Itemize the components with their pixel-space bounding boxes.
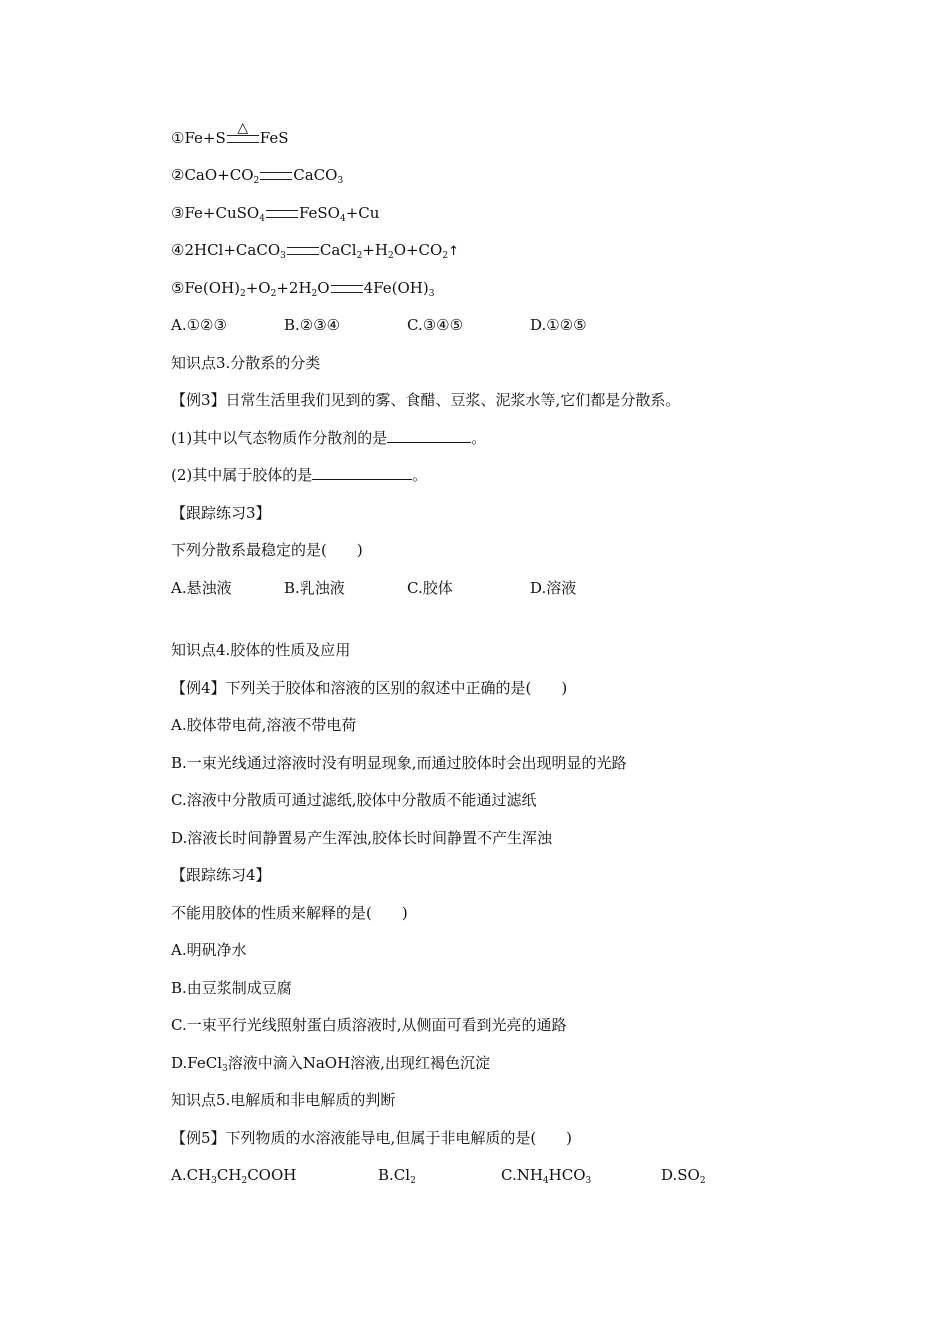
option-text: D.SO bbox=[661, 1166, 700, 1184]
reaction-4 bbox=[171, 240, 459, 260]
subscript: 3 bbox=[211, 1176, 217, 1186]
option-text: D.FeCl bbox=[171, 1054, 222, 1072]
punctuation: 。 bbox=[471, 429, 487, 447]
reactants: Fe+CuSO bbox=[184, 204, 260, 222]
reactants: CaO+CO bbox=[184, 166, 254, 184]
example-5: 【例5】下列物质的水溶液能导电,但属于非电解质的是( ) bbox=[171, 1129, 573, 1147]
reaction-number: ⑤ bbox=[171, 279, 185, 297]
option-d[interactable] bbox=[661, 1165, 706, 1185]
reactants: +2H bbox=[276, 279, 312, 297]
example-3-sub2 bbox=[171, 465, 427, 485]
option-d[interactable]: D.溶液 bbox=[530, 579, 577, 597]
subscript: 3 bbox=[222, 1064, 228, 1074]
option-c[interactable]: C.胶体 bbox=[407, 579, 453, 597]
answer-blank[interactable] bbox=[312, 465, 412, 480]
option-text: COOH bbox=[247, 1166, 297, 1184]
practice-4-option-c[interactable]: C.一束平行光线照射蛋白质溶液时,从侧面可看到光亮的通路 bbox=[171, 1016, 567, 1034]
question-text: (2)其中属于胶体的是 bbox=[171, 466, 313, 484]
practice-3-options bbox=[171, 578, 771, 598]
subscript: 2 bbox=[410, 1176, 416, 1186]
products: +Cu bbox=[345, 204, 380, 222]
reaction-number: ④ bbox=[171, 241, 185, 259]
subscript: 4 bbox=[259, 214, 265, 224]
equals-sign-heat bbox=[227, 120, 259, 143]
products: 4Fe(OH) bbox=[363, 279, 429, 297]
q2-options bbox=[171, 315, 771, 335]
subscript: 3 bbox=[280, 251, 286, 261]
gas-arrow-up-icon: ↑ bbox=[448, 244, 459, 259]
reaction-1 bbox=[171, 120, 289, 148]
subscript: 3 bbox=[585, 1176, 592, 1186]
subscript: 3 bbox=[337, 176, 344, 186]
reaction-number: ① bbox=[171, 129, 185, 147]
reactants: Fe+S bbox=[184, 129, 226, 147]
subscript: 2 bbox=[240, 289, 246, 299]
practice-4-question: 不能用胶体的性质来解释的是( ) bbox=[171, 904, 408, 922]
option-a[interactable]: A.悬浊液 bbox=[171, 579, 232, 597]
subscript: 2 bbox=[387, 251, 394, 261]
section-title-k5: 知识点5.电解质和非电解质的判断 bbox=[171, 1091, 396, 1109]
equals-sign bbox=[266, 210, 298, 218]
equals-sign bbox=[331, 285, 363, 293]
reactants: +O bbox=[245, 279, 271, 297]
equals-sign bbox=[287, 247, 319, 255]
option-a[interactable]: A.①②③ bbox=[171, 316, 227, 334]
option-d[interactable]: D.①②⑤ bbox=[530, 316, 587, 334]
reaction-3 bbox=[171, 203, 379, 223]
option-text: CH bbox=[216, 1166, 242, 1184]
option-text: 溶液中滴入NaOH溶液,出现红褐色沉淀 bbox=[227, 1054, 490, 1072]
reactants: O bbox=[317, 279, 330, 297]
products: CaCl bbox=[319, 241, 357, 259]
option-text: C.NH bbox=[501, 1166, 543, 1184]
option-text: A.CH bbox=[171, 1166, 212, 1184]
reaction-2 bbox=[171, 165, 343, 185]
section-title-k4: 知识点4.胶体的性质及应用 bbox=[171, 641, 351, 659]
question-text: (1)其中以气态物质作分散剂的是 bbox=[171, 429, 388, 447]
subscript: 2 bbox=[241, 1176, 248, 1186]
subscript: 2 bbox=[356, 251, 363, 261]
answer-blank[interactable] bbox=[387, 428, 471, 443]
option-a[interactable] bbox=[171, 1165, 296, 1185]
example-5-options bbox=[171, 1165, 791, 1185]
products: O+CO bbox=[393, 241, 443, 259]
subscript: 2 bbox=[442, 251, 449, 261]
reactants: 2HCl+CaCO bbox=[184, 241, 281, 259]
option-c[interactable] bbox=[501, 1165, 591, 1185]
practice-4-option-a[interactable]: A.明矾净水 bbox=[171, 941, 247, 959]
example-4: 【例4】下列关于胶体和溶液的区别的叙述中正确的是( ) bbox=[171, 679, 568, 697]
subscript: 2 bbox=[270, 289, 277, 299]
example-4-option-a[interactable]: A.胶体带电荷,溶液不带电荷 bbox=[171, 716, 357, 734]
practice-4-option-b[interactable]: B.由豆浆制成豆腐 bbox=[171, 979, 292, 997]
example-4-option-d[interactable]: D.溶液长时间静置易产生浑浊,胶体长时间静置不产生浑浊 bbox=[171, 829, 553, 847]
example-4-option-b[interactable]: B.一束光线通过溶液时没有明显现象,而通过胶体时会出现明显的光路 bbox=[171, 754, 627, 772]
subscript: 2 bbox=[699, 1176, 706, 1186]
option-b[interactable]: B.乳浊液 bbox=[284, 579, 345, 597]
reactants: Fe(OH) bbox=[184, 279, 240, 297]
option-b[interactable] bbox=[378, 1165, 416, 1185]
section-title-k3: 知识点3.分散系的分类 bbox=[171, 354, 321, 372]
practice-4-heading: 【跟踪练习4】 bbox=[171, 866, 271, 884]
example-3-sub1 bbox=[171, 428, 486, 448]
practice-3-heading: 【跟踪练习3】 bbox=[171, 504, 271, 522]
example-3: 【例3】日常生活里我们见到的雾、食醋、豆浆、泥浆水等,它们都是分散系。 bbox=[171, 391, 681, 409]
reaction-number: ③ bbox=[171, 204, 185, 222]
products: CaCO bbox=[293, 166, 338, 184]
practice-4-option-d[interactable] bbox=[171, 1053, 490, 1073]
products: +H bbox=[362, 241, 388, 259]
option-b[interactable]: B.②③④ bbox=[284, 316, 341, 334]
heat-triangle-icon: △ bbox=[237, 120, 249, 136]
example-4-option-c[interactable]: C.溶液中分散质可通过滤纸,胶体中分散质不能通过滤纸 bbox=[171, 791, 537, 809]
subscript: 2 bbox=[311, 289, 318, 299]
punctuation: 。 bbox=[412, 466, 428, 484]
option-text: HCO bbox=[548, 1166, 586, 1184]
products: FeSO bbox=[298, 204, 340, 222]
products: FeS bbox=[259, 129, 289, 147]
reaction-number: ② bbox=[171, 166, 185, 184]
option-text: B.Cl bbox=[378, 1166, 411, 1184]
subscript: 2 bbox=[253, 176, 260, 186]
option-c[interactable]: C.③④⑤ bbox=[407, 316, 464, 334]
equals-sign bbox=[260, 172, 292, 180]
subscript: 4 bbox=[339, 214, 346, 224]
subscript: 3 bbox=[428, 289, 435, 299]
reaction-5 bbox=[171, 278, 434, 298]
subscript: 4 bbox=[542, 1176, 549, 1186]
practice-3-question: 下列分散系最稳定的是( ) bbox=[171, 541, 363, 559]
